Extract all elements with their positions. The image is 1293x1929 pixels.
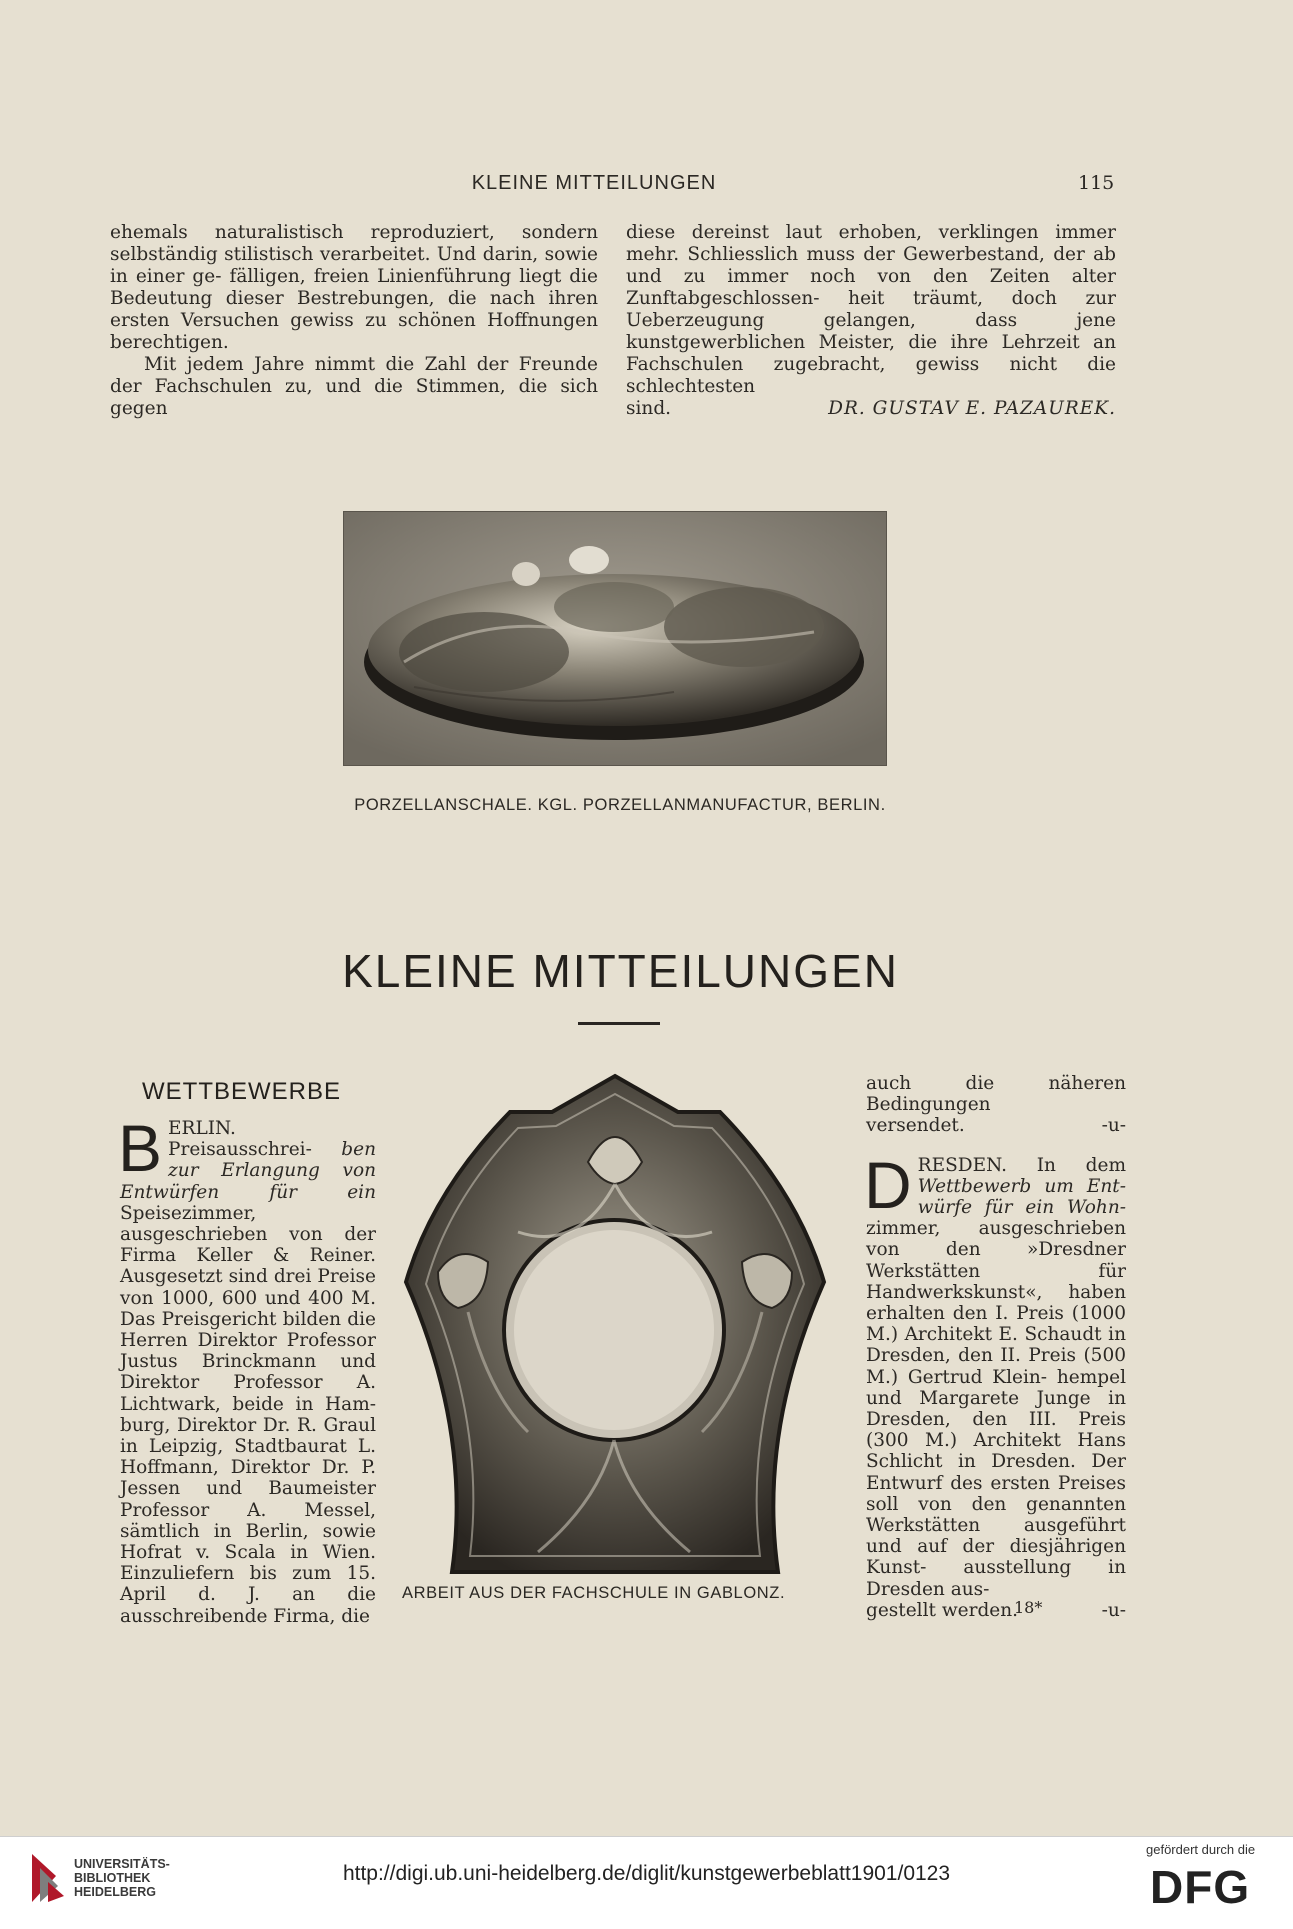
mirror-frame-illustration <box>378 1072 852 1584</box>
text-line: ehemals naturalistisch reproduziert, sondern selbständig <box>110 222 598 265</box>
porcelain-bowl-photo <box>343 511 887 766</box>
text-line: heit träumt, doch zur Ueberzeugung gelangen, dass <box>626 288 1116 331</box>
text-line: in Dresden, den II. Preis <box>866 1324 1126 1367</box>
text-line: für Handwerkskunst«, haben <box>866 1260 1126 1303</box>
text-line: ben zur Erlangung von <box>168 1139 376 1182</box>
text-line: in Leipzig, Stadtbaurat <box>120 1436 358 1458</box>
text-line: Speisezimmer, ausgeschrieben <box>120 1202 290 1246</box>
initials-signature: -u- <box>1101 1599 1126 1621</box>
initials-signature: -u- <box>1101 1115 1126 1137</box>
text-line: zimmer, ausgeschrieben von <box>866 1218 1126 1261</box>
text-line: sind. <box>626 398 672 419</box>
text-line: würfe für ein Wohn- <box>917 1197 1126 1219</box>
text-line: Preise von 1000, 600 und <box>120 1266 376 1309</box>
text-line: Fachschulen zu, und die Stimmen, die sich gegen <box>110 376 599 419</box>
text-line: die ausschreibende Firma, die <box>120 1584 376 1627</box>
text-line: gestellt werden. <box>866 1599 1019 1621</box>
text-line: Mit jedem Jahre nimmt die Zahl der Freunde der <box>110 354 598 397</box>
figure-caption-frame: ARBEIT AUS DER FACHSCHULE IN GABLONZ. <box>402 1584 786 1602</box>
text-line: gewiss zu schönen Hoffnungen berechtigen. <box>110 310 598 353</box>
top-left-column <box>110 222 598 420</box>
text-line: hempel und Margarete Junge <box>866 1366 1126 1409</box>
signature-mark: 18* <box>1014 1598 1043 1617</box>
running-title: KLEINE MITTEILUNGEN <box>471 172 717 194</box>
text-line: soll von den genannten <box>866 1493 1126 1515</box>
text-line: RESDEN. In dem <box>917 1154 1126 1176</box>
bowl-illustration <box>344 512 886 765</box>
source-url-link[interactable]: http://digi.ub.uni-heidelberg.de/diglit/kunstgewerbeblatt1901/0123 <box>342 1862 951 1885</box>
text-line: Schlicht in Dresden. Der <box>866 1451 1126 1473</box>
frame-drawing <box>378 1072 852 1584</box>
left-news-column <box>118 1111 377 1627</box>
text-line: A. Lichtwark, beide in Ham- <box>120 1372 376 1415</box>
text-line: L. Hoffmann, Direktor Dr. <box>120 1436 376 1479</box>
section-title: KLEINE MITTEILUNGEN <box>342 945 899 997</box>
text-line: immer noch von den Zeiten alter Zunftabgeschlossen- <box>626 266 1116 309</box>
text-line: Werkstätten ausgeführt und <box>866 1515 1126 1558</box>
text-line: von der Firma Keller & <box>120 1224 376 1267</box>
text-line: Professor A. Messel, sämtlich <box>120 1499 376 1542</box>
text-line: Wettbewerb um Ent- <box>917 1175 1126 1197</box>
text-line: in Berlin, sowie Hofrat <box>120 1520 376 1564</box>
text-line: burg, Direktor Dr. R. Graul <box>120 1414 376 1436</box>
library-name: UNIVERSITÄTS- BIBLIOTHEK HEIDELBERG <box>74 1857 170 1899</box>
figure-caption-bowl: PORZELLANSCHALE. KGL. PORZELLANMANUFACTUR, BERLIN. <box>354 796 886 814</box>
text-line: 400 M. Das Preisgericht <box>120 1287 376 1330</box>
dfg-logo[interactable]: DFG <box>1150 1861 1251 1913</box>
text-line: (300 M.) Architekt Hans <box>866 1430 1126 1452</box>
title-rule <box>578 1022 660 1025</box>
text-line: P. Jessen und Baumeister <box>120 1457 376 1500</box>
page-number: 115 <box>1078 172 1115 194</box>
text-line: jene kunstgewerblichen Meister, die ihre Lehrzeit an <box>626 310 1116 353</box>
text-line: diese dereinst laut erhoben, verklingen immer mehr. <box>626 222 1116 265</box>
text-line: auf der diesjährigen Kunst- <box>866 1536 1126 1579</box>
drop-cap-b: B <box>118 1111 163 1185</box>
text-line: erhalten den I. Preis <box>866 1303 1072 1325</box>
text-line: (500 M.) Gertrud Klein- <box>866 1345 1126 1388</box>
drop-cap-d: D <box>864 1147 912 1222</box>
text-line: Reiner. Ausgesetzt sind drei <box>120 1245 376 1288</box>
text-line: Fachschulen zugebracht, gewiss nicht die schlechtesten <box>626 354 1116 397</box>
text-line: fälligen, freien Linienführung liegt die Bedeutung <box>110 266 598 309</box>
funding-note: gefördert durch die <box>1146 1842 1256 1857</box>
text-line: Entwürfen für ein <box>120 1181 376 1203</box>
text-line: ERLIN. Preisausschrei- <box>168 1118 342 1161</box>
text-line: Entwurf des ersten Preises <box>866 1472 1126 1494</box>
text-line: (1000 M.) Architekt E. Schaudt <box>866 1303 1126 1346</box>
text-line: bis zum 15. April d. J. an <box>120 1563 377 1606</box>
subsection-heading: WETTBEWERBE <box>142 1078 342 1105</box>
text-line: v. Scala in Wien. Einzuliefern <box>120 1542 376 1585</box>
text-line: versendet. <box>866 1115 965 1137</box>
text-line: Schliesslich muss der Gewerbestand, der ab und zu <box>626 244 1116 287</box>
text-line: den »Dresdner Werkstätten <box>866 1239 1126 1282</box>
text-line: stilistisch verarbeitet. Und darin, sowie in einer ge- <box>110 244 598 287</box>
text-line: dieser Bestrebungen, die nach ihren ersten Versuchen <box>110 288 598 331</box>
text-line: in Dresden, den III. Preis <box>866 1387 1126 1431</box>
text-line: und Direktor Professor <box>120 1351 376 1394</box>
text-line: ausstellung in Dresden aus- <box>866 1557 1126 1600</box>
top-right-column <box>626 222 1116 420</box>
author-signature: DR. GUSTAV E. PAZAUREK. <box>828 398 1116 419</box>
right-news-column <box>866 1073 1126 1621</box>
text-line: Professor Justus Brinckmann <box>120 1330 376 1373</box>
text-line: auch die näheren Bedingungen <box>866 1073 1126 1116</box>
text-line: bilden die Herren Direktor <box>120 1308 376 1352</box>
